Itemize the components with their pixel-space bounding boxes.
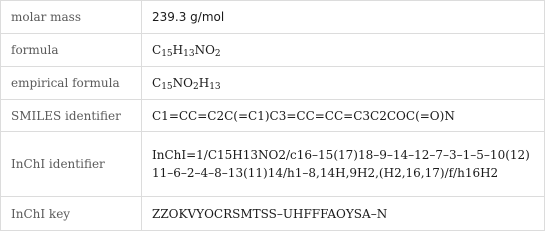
row-label: InChI key [1,197,142,231]
formula-subscript: 15 [161,82,173,92]
table-row [1,1,545,34]
smiles-value: C1=CC=C2C(=C1)C3=CC=CC=C3C2COC(=O)N [142,100,545,132]
inchi-text: InChI=1/C15H13NO2/c16–15(17)18–9–14–12–7–3–1–5–10(12)11–6–2–4–8–13(11)14/h1–8,14H,9H2,(H2,16,17)/f/h16H2 [152,148,530,180]
inchi-value [142,132,545,197]
row-label: empirical formula [1,67,142,100]
formula-subscript: 15 [161,49,173,59]
row-label: SMILES identifier [1,100,142,132]
formula-value [142,34,545,67]
table-row [1,100,545,132]
formula-subscript: 13 [183,49,195,59]
formula-part: H [172,43,184,57]
table-row [1,34,545,67]
formula-part: NO [194,43,215,57]
formula-part: O [183,76,193,90]
formula-part: N [172,76,184,90]
formula-subscript: 2 [192,82,199,92]
formula-subscript: 2 [214,49,221,59]
formula-part: C [152,76,162,90]
row-label: formula [1,34,142,67]
formula-part: H [198,76,210,90]
empirical-formula-value [142,67,545,100]
formula-part: C [152,43,162,57]
row-label: InChI identifier [1,132,142,197]
molar-mass-value: 239.3 g/mol [142,1,545,34]
formula-subscript: 13 [209,82,221,92]
table-row [1,197,545,231]
table-row [1,67,545,100]
table-row [1,132,545,197]
row-label: molar mass [1,1,142,34]
inchi-key-value: ZZOKVYOCRSMTSS–UHFFFAOYSA–N [142,197,545,231]
